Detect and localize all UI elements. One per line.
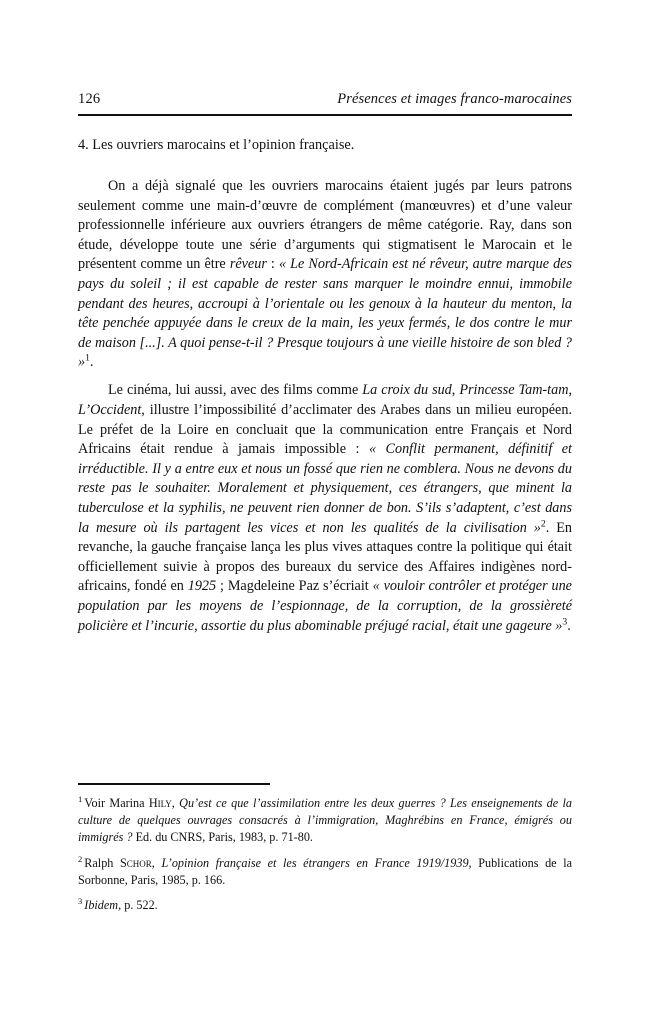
page-number: 126 xyxy=(78,91,101,107)
footnote-1 xyxy=(78,795,572,847)
film-title-2: Princesse Tam-tam xyxy=(459,382,569,399)
paragraph-2-sep-2: , xyxy=(568,382,572,399)
section-heading: 4. Les ouvriers marocains et l’opinion française. xyxy=(78,137,355,153)
paragraph-2-mid-3: ; Magdeleine Paz s’écriait xyxy=(216,578,373,595)
footnote-1-marker: 1 xyxy=(78,793,83,804)
footnote-separator-rule xyxy=(78,783,270,785)
paragraph-1 xyxy=(78,177,572,373)
paragraph-1-quotation: « Le Nord-Africain est né rêveur, autre marque des pays du soleil ; il est capable de rester sans marquer le moindre ennui, immobile pendant des heures, accroupi à l’orientale ou les genoux à la hauteur du menton, la tête penchée appuyée dans le creux de la main, les yeux fermés, le dos contre le mur de maison [...]. A quoi pense-t-il ? Presque toujours à une vieille histoire de son bled ? » xyxy=(78,256,572,371)
footnote-3-marker: 3 xyxy=(78,895,83,906)
footnote-2-marker: 2 xyxy=(78,853,83,864)
footnote-3 xyxy=(78,897,572,914)
paragraph-1-mid: : xyxy=(266,256,279,273)
running-title: Présences et images franco-marocaines xyxy=(337,91,572,107)
paragraph-2-sep-1: , xyxy=(451,382,460,399)
paragraph-2-quotation-1: « Conflit permanent, définitif et irréductible. Il y a entre eux et nous un fossé que rien ne comblera. Nous ne devons du reste pas le souhaiter. Moralement et physiquement, ces étrangers, que minent la tuberculose et la syphilis, ne peuvent rien donner de bon. S’ils s’adaptent, c’est dans la mesure où ils partagent les vices et non les qualités de la civilisation » xyxy=(78,441,572,536)
paragraph-2-year: 1925 xyxy=(187,578,217,595)
footnote-1-lead: Voir Marina xyxy=(84,796,149,810)
paragraph-2 xyxy=(78,381,572,636)
film-title-3: L’Occident xyxy=(78,402,142,419)
footnotes-block xyxy=(78,795,572,914)
footnote-1-sep: , xyxy=(171,796,180,810)
paragraph-1-lead: On a déjà signalé que les ouvriers marocains étaient jugés par leurs patrons seulement comme une main-d’œuvre de complément (manœuvres) et d’une valeur professionnelle inférieure aux ouvriers étrangers de même catégorie. Ray, dans son étude, développe toute une série d’arguments qui stigmatisent le Marocain et le présentent comme un être xyxy=(78,178,572,273)
paragraph-1-emphasis: rêveur xyxy=(229,256,267,273)
body-text xyxy=(78,177,572,636)
footnote-ref-3[interactable]: 3 xyxy=(562,615,568,627)
paragraph-1-tail: . xyxy=(89,354,94,371)
footnote-2-sep: , xyxy=(151,855,162,870)
footnote-2-author: Schor xyxy=(119,855,152,870)
running-head xyxy=(78,90,572,108)
footnote-1-title: Qu’est ce que l’assimilation entre les deux guerres ? Les enseignements de la culture de quelques ouvrages consacrés à l’immigration, Maghrébins en France, émigrés ou immigrés ? xyxy=(78,796,572,845)
footnote-2-tail: Publications de la Sorbonne, Paris, 1985, p. 166. xyxy=(78,855,572,887)
footnote-2 xyxy=(78,855,572,889)
footnote-3-tail: , p. 522. xyxy=(118,898,158,913)
footnote-ref-2[interactable]: 2 xyxy=(540,517,546,529)
header-rule xyxy=(78,114,572,116)
film-title-1: La croix du sud xyxy=(362,382,452,399)
paragraph-2-mid-1: , illustre l’impossibilité d’acclimater des Arabes dans un milieu européen. Le préfet de la Loire en concluait que la communication entre Français et Nord Africains était rendue à jamais impossible : xyxy=(78,402,572,458)
footnote-2-title: L’opinion française et les étrangers en France 1919/1939, xyxy=(161,855,472,870)
footnote-2-lead: Ralph xyxy=(84,855,120,870)
paragraph-2-mid-2: . En revanche, la gauche française lança les plus vives attaques contre la politique qui était officiellement suivie à propos des bureaux du service des Affaires indigènes nord-africains, fondé en xyxy=(78,519,572,595)
paragraph-2-quotation-2: « vouloir contrôler et protéger une population par les moyens de l’espionnage, de la corruption, de la grossièreté policière et l’incurie, assortie du plus abominable préjugé racial, était une gageure » xyxy=(78,578,572,634)
document-page xyxy=(78,0,572,1016)
footnote-3-title: Ibidem xyxy=(84,898,119,913)
paragraph-2-lead: Le cinéma, lui aussi, avec des films comme xyxy=(108,382,363,399)
paragraph-2-tail: . xyxy=(567,617,571,634)
footnote-1-tail: Ed. du CNRS, Paris, 1983, p. 71-80. xyxy=(132,830,313,845)
footnote-1-author: Hily xyxy=(148,796,172,810)
footnote-ref-1[interactable]: 1 xyxy=(85,352,90,364)
